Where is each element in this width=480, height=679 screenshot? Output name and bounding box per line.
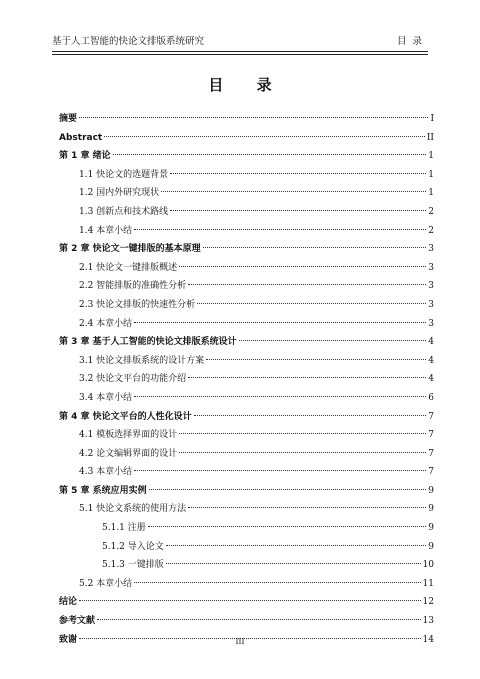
toc-entry-page: 3 (428, 318, 434, 329)
toc-entry[interactable] (59, 500, 434, 519)
toc-entry[interactable] (59, 296, 434, 315)
toc-leader-dots (97, 619, 421, 620)
toc-entry-label: 2.1 快论文一键排版概述 (79, 262, 178, 273)
toc-entry[interactable] (59, 482, 434, 501)
toc-entry-page: II (426, 132, 434, 143)
toc-entry-label: 3.4 本章小结 (79, 392, 133, 403)
toc-leader-dots (197, 303, 426, 304)
toc-leader-dots (134, 322, 426, 323)
toc-leader-dots (188, 284, 426, 285)
toc-leader-dots (170, 173, 426, 174)
toc-entry[interactable] (59, 389, 434, 408)
toc-entry[interactable] (59, 408, 434, 427)
toc-entry[interactable] (59, 166, 434, 185)
toc-entry-label: 5.1.2 导入论文 (102, 541, 164, 552)
toc-entry[interactable] (59, 426, 434, 445)
toc-entry-label: 3.1 快论文排版系统的设计方案 (79, 355, 205, 366)
toc-entry-page: 2 (428, 206, 434, 217)
toc-entry[interactable] (59, 575, 434, 594)
toc-entry-page: 7 (428, 411, 434, 422)
toc-entry[interactable] (59, 222, 434, 241)
toc-entry-label: 4.1 模板选择界面的设计 (79, 430, 178, 441)
toc-entry[interactable] (59, 259, 434, 278)
toc-leader-dots (79, 600, 421, 601)
toc-entry-page: 1 (428, 151, 434, 162)
toc-leader-dots (134, 470, 426, 471)
toc-leader-dots (188, 377, 426, 378)
toc-entry-label: 5.1.1 注册 (102, 523, 146, 534)
toc-entry[interactable] (59, 612, 434, 631)
toc-entry[interactable] (59, 370, 434, 389)
toc-entry[interactable] (59, 203, 434, 222)
toc-leader-dots (239, 340, 427, 341)
toc-entry[interactable] (59, 333, 434, 352)
toc-leader-dots (148, 526, 427, 527)
toc-entry-label: 3.2 快论文平台的功能介绍 (79, 374, 187, 385)
toc-entry-label: 1.2 国内外研究现状 (79, 188, 160, 199)
toc-entry-page: 12 (422, 597, 434, 608)
toc-entry-page: 3 (428, 244, 434, 255)
table-of-contents (59, 110, 434, 649)
toc-entry-page: 6 (428, 392, 434, 403)
toc-leader-dots (149, 489, 427, 490)
toc-entry-label: 2.2 智能排版的准确性分析 (79, 281, 187, 292)
toc-leader-dots (194, 415, 427, 416)
toc-entry-page: 9 (428, 523, 434, 534)
toc-entry-label: 第 2 章 快论文一键排版的基本原理 (59, 244, 201, 255)
toc-leader-dots (134, 396, 426, 397)
toc-entry-label: 4.2 论文编辑界面的设计 (79, 448, 178, 459)
toc-entry-page: 1 (428, 169, 434, 180)
toc-entry-label: Abstract (59, 132, 103, 143)
toc-entry[interactable] (59, 538, 434, 557)
toc-entry-page: 9 (428, 485, 434, 496)
header-thesis-title: 基于人工智能的快论文排版系统研究 (52, 36, 205, 47)
running-header (52, 34, 428, 50)
toc-entry-label: 5.1 快论文系统的使用方法 (79, 504, 187, 515)
toc-leader-dots (104, 136, 425, 137)
toc-entry-page: 7 (428, 430, 434, 441)
toc-leader-dots (79, 117, 428, 118)
toc-leader-dots (134, 582, 420, 583)
toc-entry-page: 11 (422, 578, 434, 589)
toc-entry-page: 7 (428, 448, 434, 459)
toc-leader-dots (206, 359, 426, 360)
toc-entry[interactable] (59, 445, 434, 464)
toc-leader-dots (188, 507, 426, 508)
toc-entry[interactable] (59, 593, 434, 612)
toc-leader-dots (170, 210, 426, 211)
toc-entry-label: 结论 (59, 597, 78, 608)
toc-leader-dots (179, 266, 426, 267)
toc-entry-page: 13 (422, 616, 434, 627)
header-section-name: 目录 (396, 36, 428, 47)
toc-entry-page: 10 (422, 560, 434, 571)
toc-entry[interactable] (59, 556, 434, 575)
toc-entry-page: 3 (428, 281, 434, 292)
header-rule-thick (52, 51, 428, 52)
toc-entry[interactable] (59, 147, 434, 166)
toc-leader-dots (161, 191, 426, 192)
toc-entry-label: 第 1 章 绪论 (59, 151, 111, 162)
toc-entry-page: 9 (428, 504, 434, 515)
toc-entry-page: 9 (428, 541, 434, 552)
toc-entry-label: 2.4 本章小结 (79, 318, 133, 329)
toc-entry-page: 2 (428, 225, 434, 236)
toc-entry-label: 1.1 快论文的选题背景 (79, 169, 169, 180)
toc-entry-page: 3 (428, 299, 434, 310)
toc-entry-page: 1 (428, 188, 434, 199)
toc-entry-label: 第 5 章 系统应用实例 (59, 485, 147, 496)
toc-entry-label: 参考文献 (59, 616, 96, 627)
toc-entry-page: 14 (422, 634, 434, 645)
toc-entry[interactable] (59, 463, 434, 482)
toc-entry-label: 摘要 (59, 114, 78, 124)
toc-leader-dots (203, 247, 427, 248)
toc-leader-dots (113, 154, 427, 155)
toc-entry[interactable] (59, 519, 434, 538)
toc-leader-dots (179, 433, 426, 434)
toc-entry-label: 5.1.3 一键排版 (102, 560, 164, 571)
toc-leader-dots (179, 452, 426, 453)
toc-entry-page: I (430, 114, 434, 124)
page-title: 目 录 (208, 76, 286, 94)
toc-entry-label: 第 4 章 快论文平台的人性化设计 (59, 411, 192, 422)
toc-entry[interactable] (59, 240, 434, 259)
toc-entry-label: 第 3 章 基于人工智能的快论文排版系统设计 (59, 337, 237, 348)
toc-entry-page: 7 (428, 467, 434, 478)
toc-entry-label: 5.2 本章小结 (79, 578, 133, 589)
toc-entry-page: 3 (428, 262, 434, 273)
toc-leader-dots (134, 229, 426, 230)
page-number: III (235, 637, 245, 646)
toc-entry-page: 4 (428, 355, 434, 366)
toc-leader-dots (166, 545, 427, 546)
header-rule-thin (52, 54, 428, 55)
toc-entry[interactable] (59, 129, 434, 148)
toc-entry-label: 4.3 本章小结 (79, 467, 133, 478)
toc-entry-label: 2.3 快论文排版的快速性分析 (79, 299, 196, 310)
toc-entry-label: 1.4 本章小结 (79, 225, 133, 236)
toc-leader-dots (166, 563, 421, 564)
toc-entry-page: 4 (428, 337, 434, 348)
toc-entry[interactable] (59, 184, 434, 203)
toc-entry[interactable] (59, 110, 434, 129)
toc-entry[interactable] (59, 277, 434, 296)
toc-entry[interactable] (59, 315, 434, 334)
toc-entry-page: 4 (428, 374, 434, 385)
toc-entry-label: 1.3 创新点和技术路线 (79, 206, 169, 217)
toc-entry[interactable] (59, 352, 434, 371)
toc-entry-label: 致谢 (59, 634, 78, 645)
